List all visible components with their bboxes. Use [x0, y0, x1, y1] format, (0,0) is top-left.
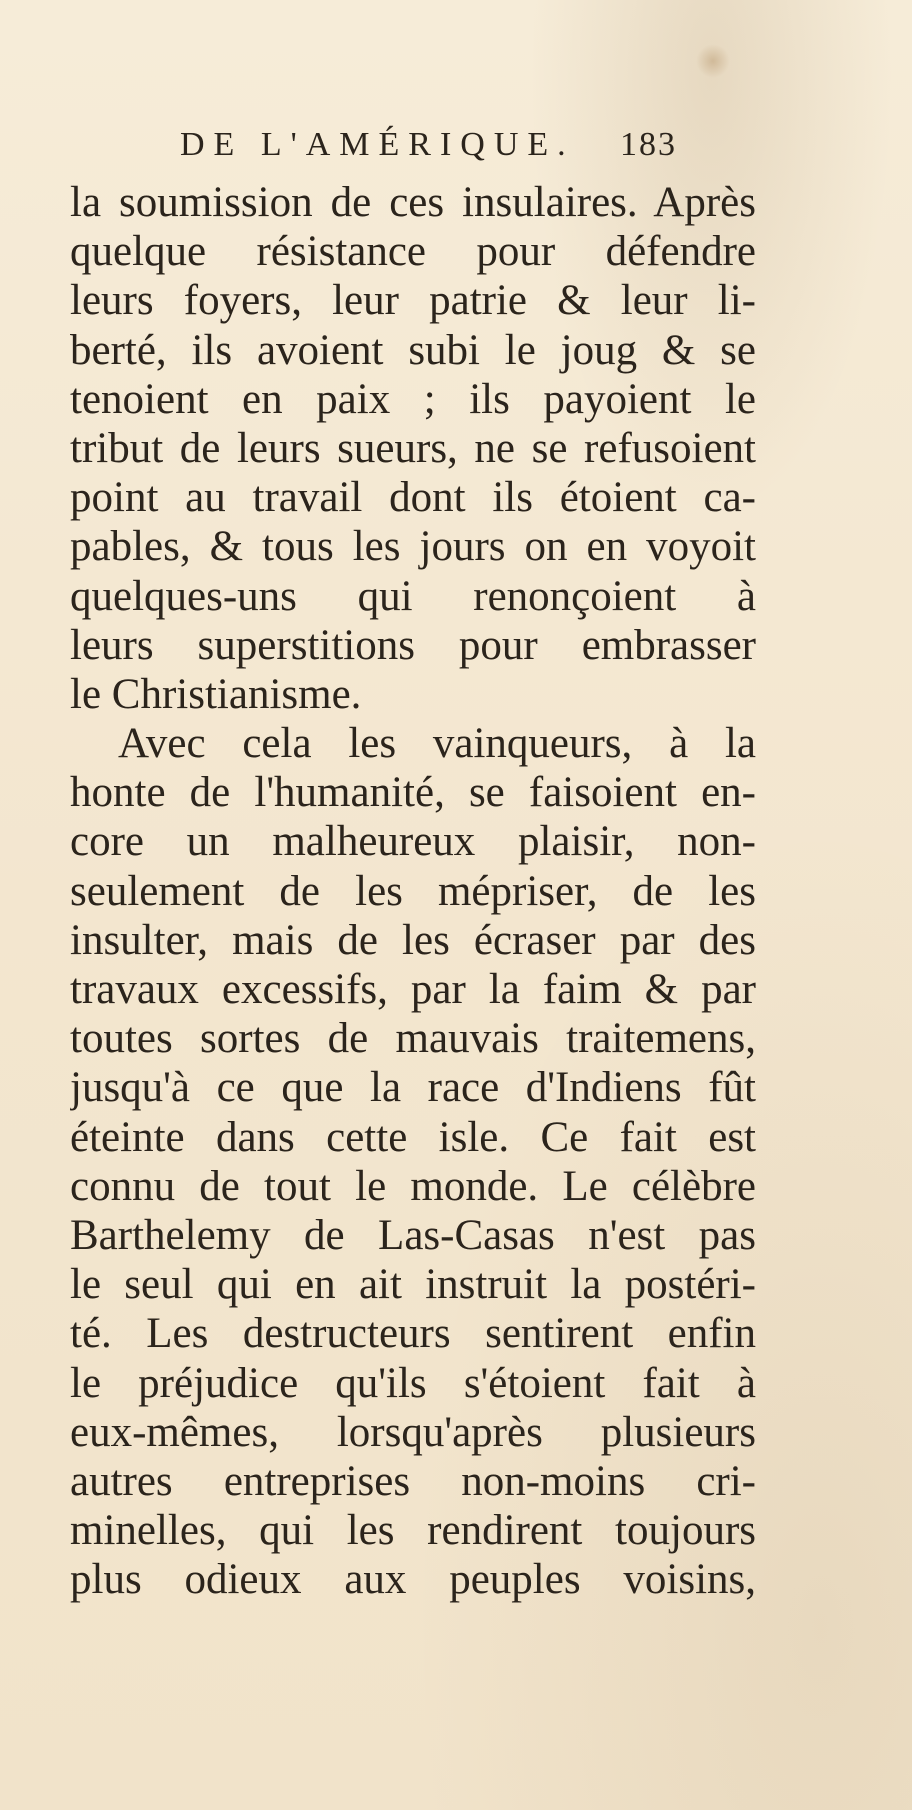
text-line: toutes sortes de mauvais traitemens,: [70, 1015, 756, 1063]
text-line: tenoient en paix ; ils payoient le: [70, 375, 756, 423]
text-line: le Christianisme.: [70, 670, 362, 718]
paper-stain: [696, 44, 730, 78]
text-line: core un malheureux plaisir, non-: [70, 818, 756, 866]
text-line: minelles, qui les rendirent toujours: [70, 1507, 756, 1555]
text-line: travaux excessifs, par la faim & par: [70, 966, 756, 1013]
text-line: connu de tout le monde. Le célèbre: [70, 1162, 756, 1210]
text-line: autres entreprises non-moins cri-: [70, 1457, 756, 1505]
page-header: [150, 122, 750, 172]
text-line: insulter, mais de les écraser par des: [70, 916, 756, 964]
text-line: point au travail dont ils étoient ca-: [70, 474, 756, 522]
text-line: le seul qui en ait instruit la postéri-: [70, 1261, 756, 1309]
text-line: Barthelemy de Las-Casas n'est pas: [70, 1211, 756, 1259]
text-line: pables, & tous les jours on en voyoit: [70, 523, 756, 571]
text-line: jusqu'à ce que la race d'Indiens fût: [70, 1064, 756, 1112]
text-line: quelque résistance pour défendre: [70, 228, 756, 276]
text-line: quelques-uns qui renonçoient à: [70, 572, 756, 620]
paragraph-2: [70, 719, 756, 1604]
text-line: tribut de leurs sueurs, ne se refusoient: [70, 424, 756, 472]
running-head: DE L'AMÉRIQUE.: [180, 126, 575, 163]
paragraph-1: [70, 178, 756, 719]
text-line: éteinte dans cette isle. Ce fait est: [70, 1113, 756, 1161]
text-line: leurs foyers, leur patrie & leur li-: [70, 277, 756, 325]
text-line: eux-mêmes, lorsqu'après plusieurs: [70, 1408, 756, 1456]
text-line: seulement de les mépriser, de les: [70, 867, 756, 915]
text-line: Avec cela les vainqueurs, à la: [118, 720, 756, 768]
text-line: le préjudice qu'ils s'étoient fait à: [70, 1359, 756, 1407]
text-line: té. Les destructeurs sentirent enfin: [70, 1310, 756, 1358]
text-line: la soumission de ces insulaires. Après: [70, 179, 756, 226]
text-line: honte de l'humanité, se faisoient en-: [70, 769, 756, 817]
text-line: berté, ils avoient subi le joug & se: [70, 326, 756, 374]
body-text: [70, 178, 756, 1604]
page-number: 183: [620, 126, 677, 163]
text-line: plus odieux aux peuples voisins,: [70, 1556, 756, 1604]
text-line: leurs superstitions pour embrasser: [70, 621, 756, 669]
